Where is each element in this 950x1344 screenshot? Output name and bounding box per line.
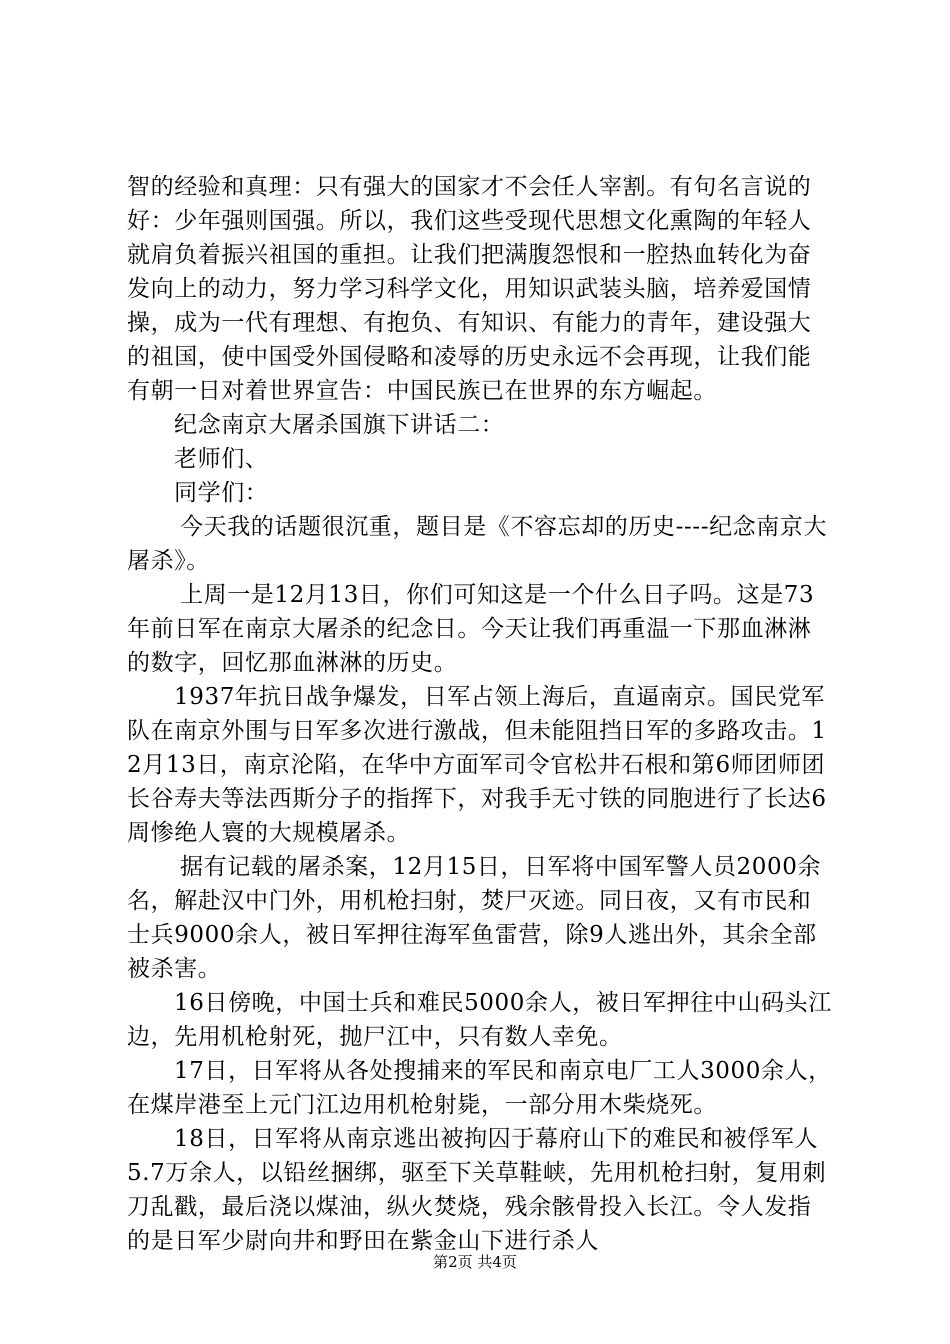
- paragraph-salutation-students: 同学们：: [174, 480, 269, 506]
- document-body: [127, 170, 833, 1258]
- page-footer: 第2页 共4页: [433, 1253, 517, 1271]
- paragraph-dec-17: 17日，日军将从各处搜捕来的军民和南京电厂工人3000余人，在煤岸港至上元门江边用机枪射毙，一部分用木柴烧死。: [127, 1058, 832, 1118]
- paragraph-dec-15: 据有记载的屠杀案，12月15日，日军将中国军警人员2000余名，解赴汉中门外，用机枪扫射，焚尸灭迹。同日夜，又有市民和士兵9000余人，被日军押往海军鱼雷营，除9人逃出外，其余全部被杀害。: [127, 854, 822, 982]
- paragraph-dec-16: 16日傍晚，中国士兵和难民5000余人，被日军押往中山码头江边，先用机枪射死，抛尸江中，只有数人幸免。: [127, 990, 832, 1050]
- paragraph-memorial-day: 上周一是12月13日，你们可知这是一个什么日子吗。这是73年前日军在南京大屠杀的纪念日。今天让我们再重温一下那血淋淋的数字，回忆那血淋淋的历史。: [127, 582, 815, 676]
- paragraph-salutation-teachers: 老师们、: [174, 446, 269, 472]
- paragraph-speech-title: 纪念南京大屠杀国旗下讲话二：: [174, 412, 505, 438]
- paragraph-continuation: 智的经验和真理：只有强大的国家才不会任人宰割。有句名言说的好：少年强则国强。所以，我们这些受现代思想文化熏陶的年轻人就肩负着振兴祖国的重担。让我们把满腹怨恨和一腔热血转化为奋发向上的动力，努力学习科学文化，用知识武装头脑，培养爱国情操，成为一代有理想、有抱负、有知识、有能力的青年，建设强大的祖国，使中国受外国侵略和凌辱的历史永远不会再现，让我们能有朝一日对着世界宣告：中国民族已在世界的东方崛起。: [127, 174, 812, 404]
- paragraph-topic: 今天我的话题很沉重，题目是《不容忘却的历史----纪念南京大屠杀》。: [127, 514, 828, 574]
- paragraph-history-1937: 1937年抗日战争爆发，日军占领上海后，直逼南京。国民党军队在南京外围与日军多次进行激战，但未能阻挡日军的多路攻击。12月13日，南京沦陷，在华中方面军司令官松井石根和第6师团师团长谷寿夫等法西斯分子的指挥下，对我手无寸铁的同胞进行了长达6周惨绝人寰的大规模屠杀。: [127, 684, 827, 846]
- paragraph-dec-18: 18日，日军将从南京逃出被拘囚于幕府山下的难民和被俘军人5.7万余人，以铅丝捆绑，驱至下关草鞋峡，先用机枪扫射，复用刺刀乱戳，最后浇以煤油，纵火焚烧，残余骸骨投入长江。令人发指的是日军少尉向井和野田在紫金山下进行杀人: [127, 1126, 827, 1254]
